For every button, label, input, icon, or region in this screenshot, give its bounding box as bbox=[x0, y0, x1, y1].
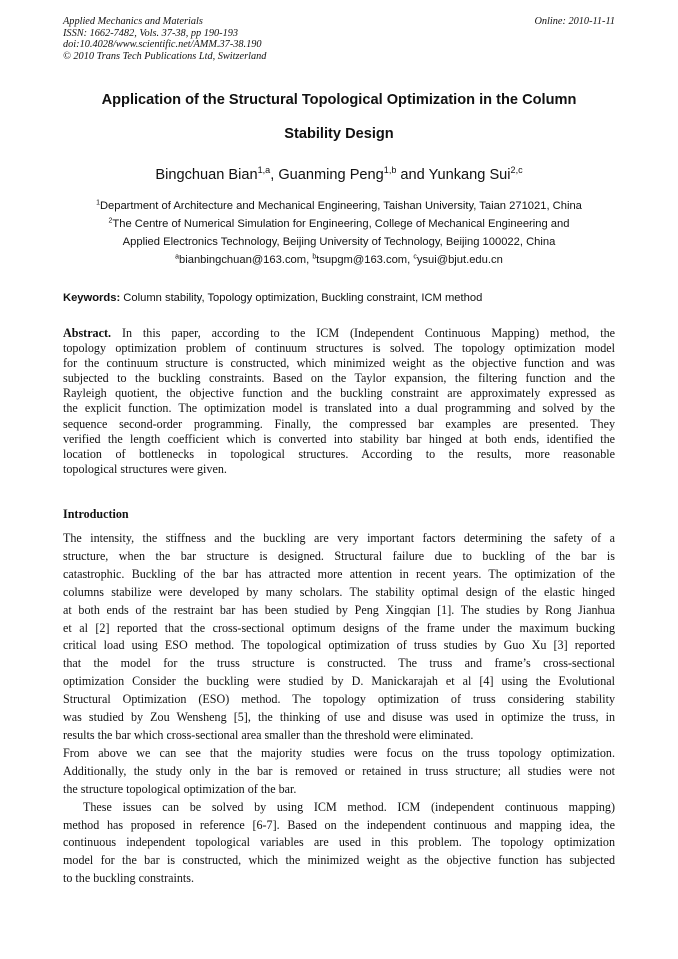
email-separator: , bbox=[306, 254, 313, 266]
affiliation-mark: 1 bbox=[96, 199, 100, 207]
body-line: Structural Optimization (ESO) method. The topology optimization of truss considering stability bbox=[63, 692, 615, 707]
author-separator: , bbox=[270, 167, 279, 183]
body-line: columns stabilize were developed by many scholars. The stability optimal design of the elastic hinged bbox=[63, 584, 615, 599]
journal-name: Applied Mechanics and Materials bbox=[63, 16, 203, 27]
author-list bbox=[40, 165, 638, 185]
author-affiliation-mark: 2,c bbox=[510, 165, 523, 176]
email-mark: b bbox=[312, 253, 317, 261]
paper-title-line-2: Stability Design bbox=[284, 126, 394, 142]
affiliation-2-continued: Applied Electronics Technology, Beijing University of Technology, Beijing 100022, China bbox=[122, 236, 556, 248]
email-mark: a bbox=[175, 253, 180, 261]
body-line: critical load using ESO method. The topological optimization of truss studies by Guo Xu [3] reported bbox=[63, 638, 615, 653]
body-line: results the bar which cross-sectional area smaller than the threshold were eliminated. bbox=[63, 727, 474, 742]
author-affiliation-mark: 1,b bbox=[383, 165, 397, 176]
affiliation-1 bbox=[30, 199, 648, 213]
email-mark: c bbox=[413, 253, 417, 261]
email-address: bianbingchuan@163.com bbox=[179, 254, 307, 266]
email-list bbox=[30, 253, 648, 267]
abstract-line: Rayleigh quotient, the objective function and the buckling constraint are approximately expressed as bbox=[63, 386, 615, 401]
body-line: catastrophic. Buckling of the bar has attracted more attention in recent years. The optimization of the bbox=[63, 566, 615, 581]
author-name: Yunkang Sui bbox=[428, 167, 511, 183]
body-line: method has proposed in reference [6-7]. Based on the independent continuous and mapping idea, the bbox=[63, 817, 615, 832]
body-line: These issues can be solved by using ICM method. ICM (independent continuous mapping) bbox=[83, 799, 615, 814]
body-line: that the model for the truss structure is constructed. The truss and frame’s cross-sectional bbox=[63, 656, 615, 671]
affiliation-mark: 2 bbox=[108, 217, 113, 225]
abstract-line: topological structures were given. bbox=[63, 461, 227, 476]
body-line: The intensity, the stiffness and the buckling are very important factors determining the safety of a bbox=[63, 531, 615, 545]
introduction-body bbox=[63, 530, 615, 888]
abstract-label: Abstract. bbox=[63, 326, 112, 340]
abstract-line: for the continuum structure is constructed, which minimized weight as the objective function and was bbox=[63, 356, 615, 371]
author-affiliation-mark: 1,a bbox=[257, 165, 271, 176]
abstract-line bbox=[63, 326, 615, 341]
abstract-line: subjected to the buckling constraints. Based on the Taylor expansion, the filtering function and the bbox=[63, 371, 615, 386]
journal-header bbox=[63, 16, 266, 62]
paper-title-line-1: Application of the Structural Topological Optimization in the Column bbox=[101, 92, 577, 108]
abstract-line: sequence second-order programming. Finally, the compressed bar examples are presented. They bbox=[63, 416, 615, 431]
abstract-line-text: In this paper, according to the ICM (Independent Continuous Mapping) method, the bbox=[111, 326, 615, 340]
affiliation-text: The Centre of Numerical Simulation for Engineering, College of Mechanical Engineering and bbox=[112, 218, 570, 230]
body-line: Additionally, the study only in the bar is removed or retained in truss structure; all studies were not bbox=[63, 763, 615, 778]
author-name: Bingchuan Bian bbox=[155, 167, 258, 183]
body-line: the structure topological optimization of the bar. bbox=[63, 781, 297, 796]
email-address: ysui@bjut.edu.cn bbox=[416, 254, 503, 266]
affiliation-text: Department of Architecture and Mechanical Engineering, Taishan University, Taian 271021, China bbox=[99, 200, 582, 212]
body-line: was studied by Zou Wensheng [5], the thinking of use and disuse was used in optimize the truss, in bbox=[63, 710, 615, 725]
online-date: Online: 2010-11-11 bbox=[534, 16, 615, 27]
affiliation-2 bbox=[30, 217, 648, 231]
email-address: tsupgm@163.com bbox=[316, 254, 408, 266]
keywords bbox=[63, 291, 482, 305]
author-name: Guanming Peng bbox=[278, 167, 384, 183]
body-line: structure, when the bar structure is designed. Structural failure due to buckling of the bar is bbox=[63, 548, 615, 563]
keywords-label: Keywords: bbox=[63, 292, 121, 304]
body-line: continuous independent topological variables are used in this problem. The topology optimization bbox=[63, 835, 615, 850]
body-line: at both ends of the restraint bar has been studied by Peng Xingqian [1]. The studies by Rong Jianhua bbox=[63, 602, 615, 617]
keywords-text: Column stability, Topology optimization, Buckling constraint, ICM method bbox=[120, 292, 483, 304]
body-line: model for the bar is constructed, which the minimized weight as the objective function has subjected bbox=[63, 853, 615, 868]
abstract-line: location of bottlenecks in topological structures. According to the results, more reasonable bbox=[63, 446, 615, 461]
doi-line: doi:10.4028/www.scientific.net/AMM.37-38.190 bbox=[63, 39, 262, 51]
body-line: to the buckling constraints. bbox=[63, 871, 194, 886]
copyright-line: © 2010 Trans Tech Publications Ltd, Switzerland bbox=[63, 50, 267, 62]
body-line: From above we can see that the majority studies were focus on the truss topology optimization. bbox=[63, 745, 615, 760]
body-line: et al [2] reported that the cross-sectional optimum designs of the frame under the maximum bucking bbox=[63, 620, 615, 635]
section-heading-introduction: Introduction bbox=[63, 507, 129, 521]
author-separator: and bbox=[396, 167, 429, 183]
abstract-line: verified the length coefficient which is converted into stability bar hinged at both ends, identified the bbox=[63, 431, 615, 446]
body-line: optimization Consider the buckling were studied by D. Manickarajah et al [4] using the Evolutional bbox=[63, 674, 615, 689]
issn-line: ISSN: 1662-7482, Vols. 37-38, pp 190-193 bbox=[63, 27, 239, 39]
abstract-line: the explicit function. The optimization model is translated into a dual programming and solved by the bbox=[63, 401, 615, 416]
email-separator: , bbox=[407, 254, 414, 266]
abstract bbox=[63, 326, 615, 477]
abstract-line: topology optimization problem of continuum structures is solved. The topology optimization model bbox=[63, 341, 615, 356]
